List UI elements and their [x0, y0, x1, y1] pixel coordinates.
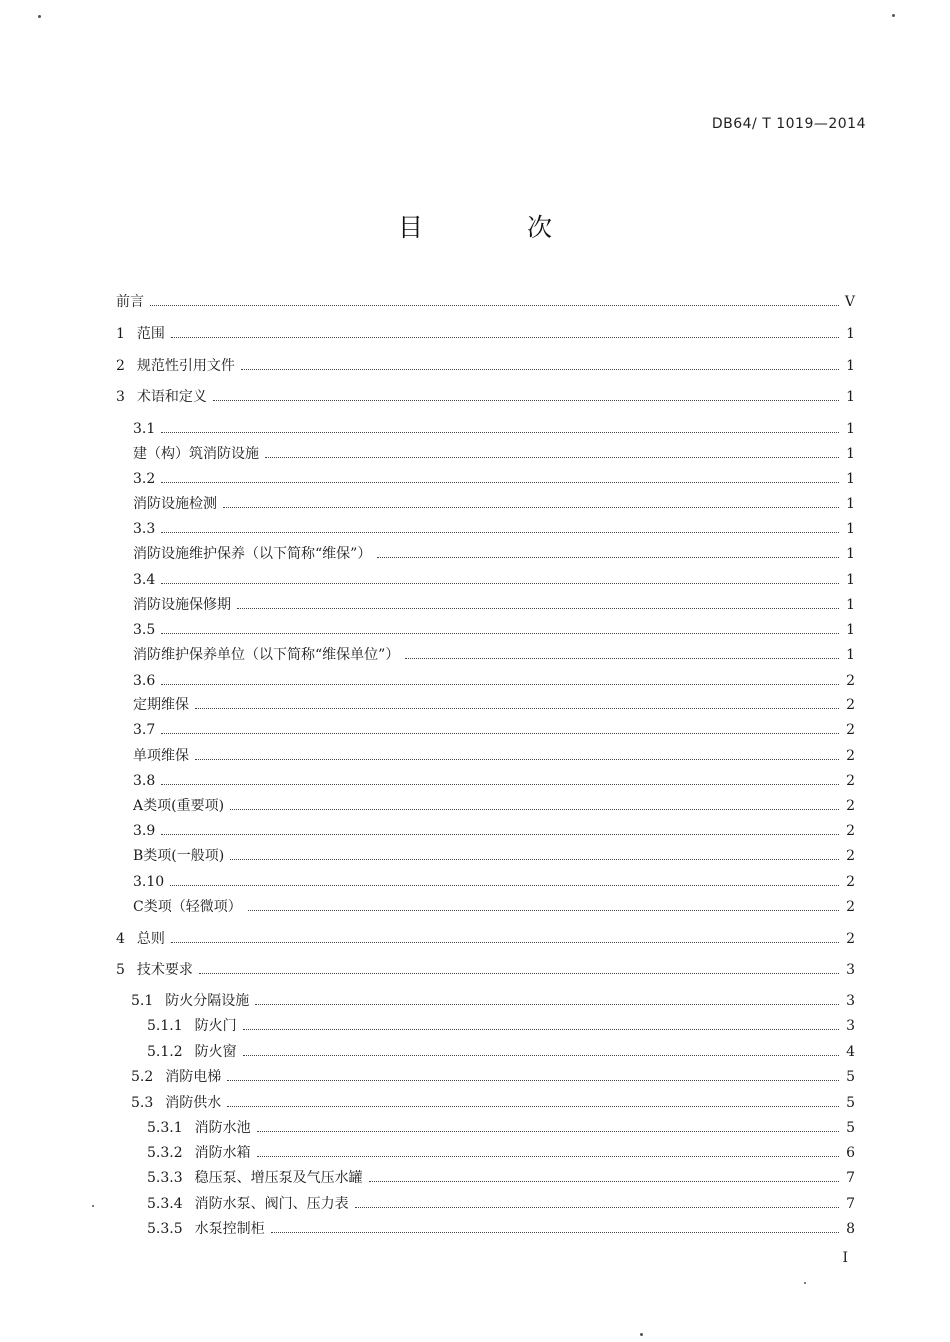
dot-leader	[243, 1029, 839, 1030]
toc-entry-normative-references[interactable]	[116, 355, 855, 377]
dot-leader	[213, 400, 839, 401]
dot-leader	[369, 1181, 839, 1182]
toc-entry-label: 3.10	[133, 874, 165, 890]
toc-entry-label: 范围	[136, 326, 165, 342]
scan-speck	[804, 1282, 806, 1284]
toc-entry-label: 3.8	[133, 773, 156, 789]
toc-entry-page: 2	[846, 823, 855, 839]
dot-leader	[195, 759, 839, 760]
toc-entry-label: 规范性引用文件	[136, 358, 235, 374]
standard-code: DB64/ T 1019—2014	[711, 116, 866, 132]
toc-entry-label: 3.7	[133, 722, 156, 738]
toc-entry-3-4[interactable]	[133, 569, 855, 591]
toc-entry-page: 1	[846, 597, 855, 613]
toc-entry-page: 1	[846, 521, 855, 537]
toc-entry-label: 消防供水	[165, 1095, 222, 1111]
toc-entry-page: 2	[846, 697, 855, 713]
toc-entry-3-9[interactable]	[133, 820, 855, 842]
dot-leader	[171, 337, 839, 338]
toc-entry-page: 1	[846, 572, 855, 588]
dot-leader	[230, 809, 839, 810]
dot-leader	[170, 885, 839, 886]
toc-entry-3-3[interactable]	[133, 518, 855, 540]
toc-entry-label: 消防设施维护保养（以下简称“维保”）	[133, 546, 372, 562]
toc-entry-number: 5.1.1	[147, 1018, 183, 1034]
toc-entry-number: 1	[116, 326, 125, 342]
toc-entry-label: 消防电梯	[165, 1069, 222, 1085]
toc-entry-label: 3.3	[133, 521, 156, 537]
toc-entry-page: 5	[846, 1095, 855, 1111]
toc-entry-number: 5.3.3	[147, 1170, 183, 1186]
toc-entry-page: 2	[846, 773, 855, 789]
toc-entry-label: 水泵控制柜	[194, 1221, 265, 1237]
dot-leader	[227, 1106, 839, 1107]
toc-entry-preface[interactable]	[116, 291, 855, 313]
toc-entry-label: 防火门	[194, 1018, 237, 1034]
toc-entry-3-6[interactable]	[133, 670, 855, 692]
toc-entry-page: 2	[846, 874, 855, 890]
scan-speck	[892, 14, 895, 17]
toc-entry-label: 3.2	[133, 471, 156, 487]
toc-entry-page: 1	[846, 647, 855, 663]
toc-entry-general[interactable]	[116, 928, 855, 950]
page-title: 目 次	[398, 213, 600, 242]
toc-entry-scope[interactable]	[116, 323, 855, 345]
toc-entry-page: 3	[846, 962, 855, 978]
dot-leader	[161, 733, 839, 734]
toc-entry-label: 消防设施检测	[133, 496, 217, 512]
toc-entry-page: 2	[846, 931, 855, 947]
toc-entry-label: 建（构）筑消防设施	[133, 446, 259, 462]
dot-leader	[195, 708, 839, 709]
toc-entry-label: 3.5	[133, 622, 156, 638]
toc-entry-3-9-title[interactable]	[133, 845, 855, 867]
toc-entry-number: 5.3.5	[147, 1221, 183, 1237]
toc-entry-3-8-title[interactable]	[133, 795, 855, 817]
dot-leader	[171, 942, 839, 943]
toc-entry-3-5[interactable]	[133, 619, 855, 641]
toc-entry-number: 5.3.4	[147, 1196, 183, 1212]
toc-entry-page: 2	[846, 722, 855, 738]
toc-entry-page: 1	[846, 389, 855, 405]
toc-entry-5-3-4[interactable]	[147, 1193, 855, 1215]
toc-entry-3-8[interactable]	[133, 770, 855, 792]
scan-speck	[640, 1333, 643, 1336]
scan-speck	[38, 15, 41, 18]
toc-entry-5-3-2[interactable]	[147, 1142, 855, 1164]
toc-entry-5-1[interactable]	[131, 990, 855, 1012]
toc-entry-page: V	[844, 294, 855, 310]
dot-leader	[161, 784, 839, 785]
toc-entry-3-1[interactable]	[133, 418, 855, 440]
toc-entry-label: A类项(重要项)	[133, 798, 225, 814]
toc-entry-number: 5.3.2	[147, 1145, 183, 1161]
toc-entry-3-10[interactable]	[133, 871, 855, 893]
toc-entry-label: 消防水箱	[194, 1145, 251, 1161]
toc-entry-page: 1	[846, 358, 855, 374]
toc-entry-label: 技术要求	[136, 962, 193, 978]
dot-leader	[199, 973, 839, 974]
dot-leader	[230, 859, 839, 860]
toc-entry-page: 2	[846, 848, 855, 864]
toc-entry-label: 3.6	[133, 673, 156, 689]
toc-entry-number: 5.3.1	[147, 1120, 183, 1136]
dot-leader	[161, 684, 839, 685]
dot-leader	[161, 432, 839, 433]
toc-entry-number: 2	[116, 358, 125, 374]
toc-entry-label: 前言	[116, 294, 144, 310]
dot-leader	[227, 1080, 839, 1081]
dot-leader	[248, 910, 839, 911]
toc-entry-3-4-title[interactable]	[133, 594, 855, 616]
toc-entry-label: 防火窗	[194, 1044, 237, 1060]
toc-entry-page: 5	[846, 1120, 855, 1136]
toc-entry-5-3-1[interactable]	[147, 1117, 855, 1139]
toc-entry-number: 5.1.2	[147, 1044, 183, 1060]
scan-speck	[92, 1205, 94, 1207]
page-number: I	[842, 1250, 848, 1266]
toc-entry-number: 5	[116, 962, 125, 978]
toc-entry-page: 1	[846, 326, 855, 342]
toc-entry-label: 3.4	[133, 572, 156, 588]
dot-leader	[161, 482, 839, 483]
dot-leader	[241, 369, 839, 370]
toc-entry-label: 消防水泵、阀门、压力表	[194, 1196, 349, 1212]
toc-entry-page: 1	[846, 471, 855, 487]
toc-entry-5-1-2[interactable]	[147, 1041, 855, 1063]
toc-entry-3-3-title[interactable]	[133, 543, 855, 565]
dot-leader	[265, 457, 839, 458]
dot-leader	[161, 834, 839, 835]
dot-leader	[150, 305, 839, 306]
toc-entry-page: 1	[846, 546, 855, 562]
toc-entry-page: 2	[846, 899, 855, 915]
toc-entry-label: 单项维保	[133, 748, 189, 764]
toc-entry-page: 7	[846, 1196, 855, 1212]
toc-entry-label: B类项(一般项)	[133, 848, 225, 864]
dot-leader	[255, 1004, 839, 1005]
toc-entry-technical-requirements[interactable]	[116, 959, 855, 981]
toc-entry-label: C类项（轻微项）	[133, 899, 242, 915]
dot-leader	[257, 1131, 839, 1132]
toc-entry-label: 稳压泵、增压泵及气压水罐	[194, 1170, 363, 1186]
toc-entry-number: 5.3	[131, 1095, 154, 1111]
toc-entry-page: 1	[846, 421, 855, 437]
toc-entry-3-6-title[interactable]	[133, 694, 855, 716]
toc-entry-3-7-title[interactable]	[133, 745, 855, 767]
toc-entry-page: 1	[846, 446, 855, 462]
toc-entry-label: 消防维护保养单位（以下简称“维保单位”）	[133, 647, 400, 663]
toc-entry-page: 5	[846, 1069, 855, 1085]
toc-entry-label: 术语和定义	[136, 389, 207, 405]
dot-leader	[243, 1055, 839, 1056]
toc-entry-page: 1	[846, 622, 855, 638]
toc-entry-number: 3	[116, 389, 125, 405]
toc-entry-3-10-title[interactable]	[133, 896, 855, 918]
toc-entry-label: 定期维保	[133, 697, 189, 713]
toc-entry-5-1-1[interactable]	[147, 1015, 855, 1037]
dot-leader	[271, 1232, 839, 1233]
toc-entry-3-2-title[interactable]	[133, 493, 855, 515]
toc-entry-3-2[interactable]	[133, 468, 855, 490]
toc-entry-label: 总则	[136, 931, 165, 947]
toc-entry-page: 6	[846, 1145, 855, 1161]
toc-entry-5-3-3[interactable]	[147, 1167, 855, 1189]
toc-entry-label: 3.9	[133, 823, 156, 839]
toc-entry-page: 3	[846, 1018, 855, 1034]
dot-leader	[405, 658, 839, 659]
toc-entry-page: 2	[846, 748, 855, 764]
toc-entry-page: 1	[846, 496, 855, 512]
toc-entry-number: 4	[116, 931, 125, 947]
dot-leader	[377, 557, 839, 558]
toc-entry-5-3-5[interactable]	[147, 1218, 855, 1240]
toc-entry-5-3[interactable]	[131, 1092, 855, 1114]
dot-leader	[161, 633, 839, 634]
toc-entry-label: 3.1	[133, 421, 156, 437]
dot-leader	[161, 532, 839, 533]
toc-entry-page: 4	[846, 1044, 855, 1060]
toc-entry-number: 5.2	[131, 1069, 154, 1085]
dot-leader	[257, 1156, 839, 1157]
toc-entry-page: 8	[846, 1221, 855, 1237]
toc-entry-label: 消防水池	[194, 1120, 251, 1136]
dot-leader	[237, 608, 839, 609]
toc-entry-page: 2	[846, 798, 855, 814]
toc-entry-page: 3	[846, 993, 855, 1009]
toc-entry-number: 5.1	[131, 993, 154, 1009]
toc-entry-3-1-title[interactable]	[133, 443, 855, 465]
dot-leader	[355, 1207, 839, 1208]
toc-entry-page: 2	[846, 673, 855, 689]
dot-leader	[223, 507, 839, 508]
toc-entry-terms[interactable]	[116, 386, 855, 408]
toc-entry-label: 消防设施保修期	[133, 597, 231, 613]
toc-entry-3-7[interactable]	[133, 719, 855, 741]
toc-entry-page: 7	[846, 1170, 855, 1186]
toc-entry-3-5-title[interactable]	[133, 644, 855, 666]
toc-entry-5-2[interactable]	[131, 1066, 855, 1088]
toc-entry-label: 防火分隔设施	[165, 993, 250, 1009]
dot-leader	[161, 583, 839, 584]
